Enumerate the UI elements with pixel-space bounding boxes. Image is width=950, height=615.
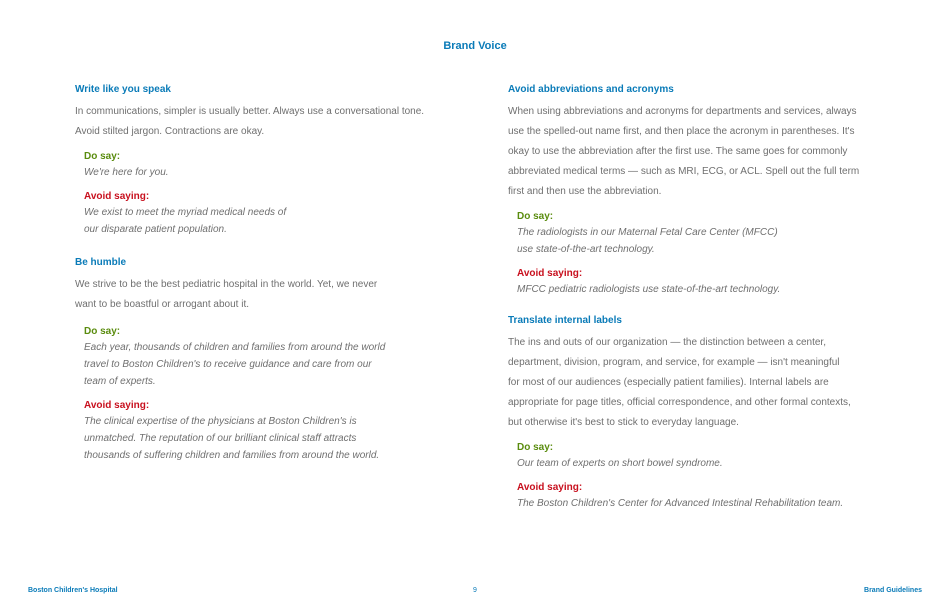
avoid-saying-label: Avoid saying:	[517, 268, 583, 279]
avoid-saying-example: The Boston Children's Center for Advanced Intestinal Rehabilitation team.	[517, 498, 844, 509]
avoid-saying-label: Avoid saying:	[517, 482, 583, 493]
section-translate-internal-labels	[508, 314, 898, 512]
body-text: The ins and outs of our organization — the distinction between a center,	[508, 337, 826, 348]
examples	[517, 441, 898, 512]
footer-organization: Boston Children's Hospital	[28, 587, 118, 594]
do-say-example: The radiologists in our Maternal Fetal Care Center (MFCC)	[517, 227, 778, 238]
avoid-saying-example: thousands of suffering children and families from around the world.	[84, 450, 380, 461]
page-number: 9	[473, 587, 477, 594]
do-say-example: Each year, thousands of children and families from around the world	[84, 342, 386, 353]
body-text: first and then use the abbreviation.	[508, 186, 662, 197]
body-text: In communications, simpler is usually better. Always use a conversational tone.	[75, 106, 425, 117]
body-text: abbreviated medical terms — such as MRI, ECG, or ACL. Spell out the full term	[508, 166, 860, 177]
section-write-like-you-speak	[75, 83, 475, 238]
avoid-saying-example: We exist to meet the myriad medical needs of	[84, 207, 287, 218]
do-say-example: travel to Boston Children's to receive guidance and care from our	[84, 359, 372, 370]
section-avoid-abbreviations	[508, 83, 898, 298]
section-heading: Write like you speak	[75, 84, 171, 95]
left-column	[75, 83, 475, 478]
body-text: Avoid stilted jargon. Contractions are okay.	[75, 126, 265, 137]
body-text: When using abbreviations and acronyms for departments and services, always	[508, 106, 857, 117]
avoid-saying-example: MFCC pediatric radiologists use state-of-the-art technology.	[517, 284, 781, 295]
section-heading: Avoid abbreviations and acronyms	[508, 84, 674, 95]
do-say-label: Do say:	[517, 211, 554, 222]
do-say-label: Do say:	[84, 326, 121, 337]
body-text: We strive to be the best pediatric hospital in the world. Yet, we never	[75, 279, 378, 290]
body-text: but otherwise it's best to stick to everyday language.	[508, 417, 739, 428]
do-say-label: Do say:	[84, 151, 121, 162]
avoid-saying-example: The clinical expertise of the physicians at Boston Children's is	[84, 416, 357, 427]
examples	[517, 210, 898, 298]
footer-document-title: Brand Guidelines	[864, 587, 922, 594]
examples	[84, 150, 475, 238]
body-text: want to be boastful or arrogant about it.	[75, 299, 249, 310]
do-say-example: Our team of experts on short bowel syndrome.	[517, 458, 723, 469]
body-text: okay to use the abbreviation after the first use. The same goes for commonly	[508, 146, 848, 157]
do-say-example: team of experts.	[84, 376, 156, 387]
do-say-example: use state-of-the-art technology.	[517, 244, 655, 255]
body-text: use the spelled-out name first, and then place the acronym in parentheses. It's	[508, 126, 855, 137]
body-text: appropriate for page titles, official correspondence, and other formal contexts,	[508, 397, 851, 408]
section-be-humble	[75, 256, 475, 464]
right-column	[508, 83, 898, 526]
section-heading: Translate internal labels	[508, 315, 622, 326]
section-heading: Be humble	[75, 257, 127, 268]
page-title: Brand Voice	[443, 40, 507, 52]
examples	[84, 325, 475, 464]
do-say-label: Do say:	[517, 442, 554, 453]
avoid-saying-example: unmatched. The reputation of our brilliant clinical staff attracts	[84, 433, 357, 444]
avoid-saying-label: Avoid saying:	[84, 191, 150, 202]
body-text: department, division, program, and service, for example — isn't meaningful	[508, 357, 840, 368]
avoid-saying-example: our disparate patient population.	[84, 224, 227, 235]
do-say-example: We're here for you.	[84, 167, 169, 178]
body-text: for most of our audiences (especially patient families). Internal labels are	[508, 377, 829, 388]
avoid-saying-label: Avoid saying:	[84, 400, 150, 411]
